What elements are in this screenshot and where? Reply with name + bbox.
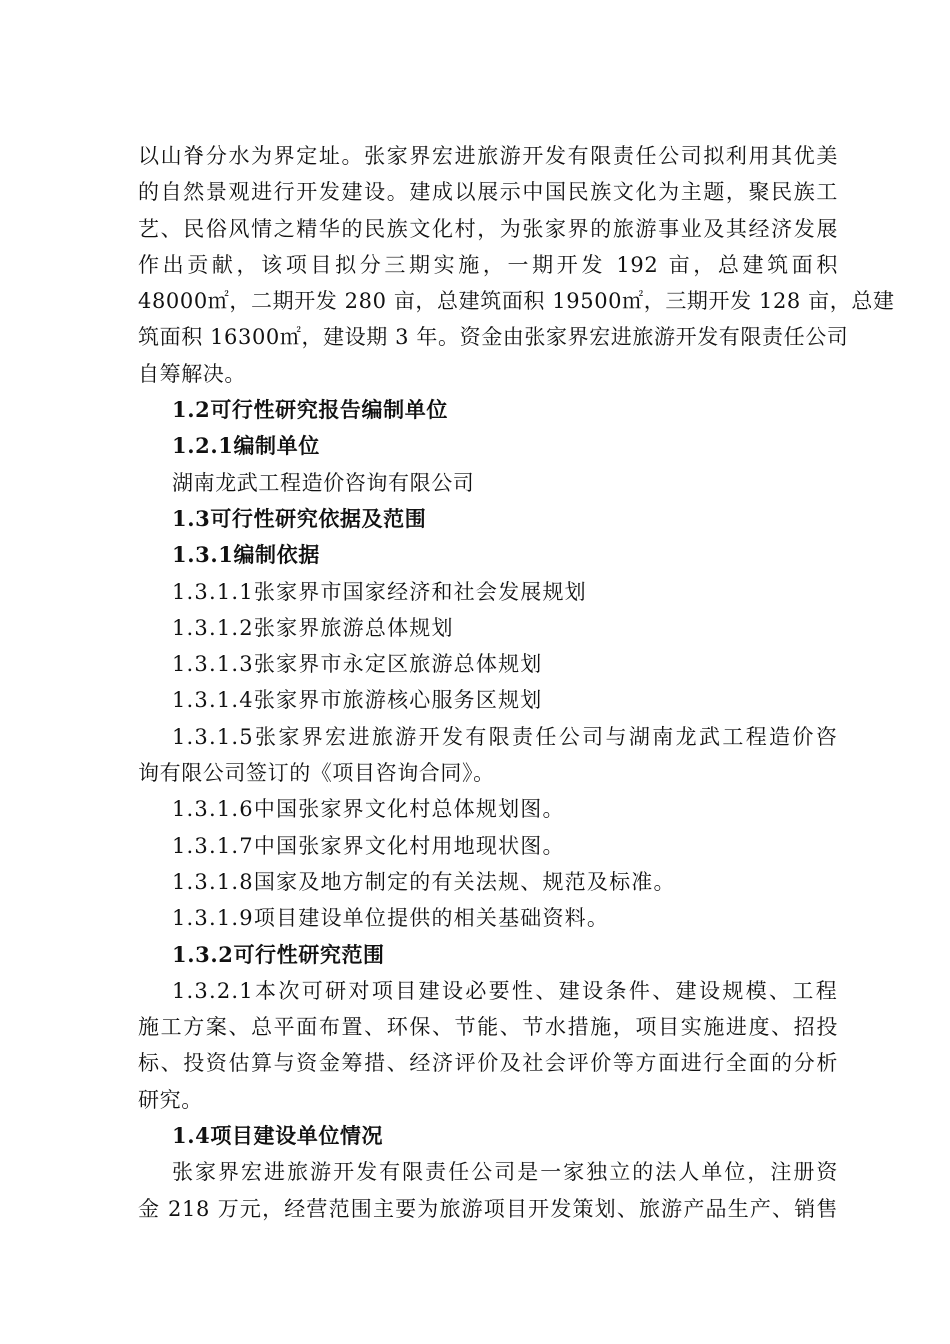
heading-1-3-2: 1.3.2可行性研究范围 [172, 941, 385, 967]
intro-line-7: 自筹解决。 [138, 361, 246, 386]
document-page [138, 138, 895, 1227]
heading-1-3: 1.3可行性研究依据及范围 [172, 505, 427, 531]
basis-item-2: 1.3.1.2张家界旅游总体规划 [172, 615, 454, 640]
basis-item-4: 1.3.1.4张家界市旅游核心服务区规划 [172, 688, 543, 713]
basis-item-6: 1.3.1.6中国张家界文化村总体规划图。 [172, 797, 565, 822]
intro-line-5: 48000㎡，二期开发 280 亩，总建筑面积 19500㎡，三期开发 128 亩，总建 [138, 289, 895, 314]
basis-item-5-line-2: 询有限公司签订的《项目咨询合同》。 [138, 761, 495, 786]
heading-1-4: 1.4项目建设单位情况 [172, 1123, 384, 1149]
basis-item-8: 1.3.1.8国家及地方制定的有关法规、规范及标准。 [172, 869, 676, 894]
scope-line-1: 1.3.2.1本次可研对项目建设必要性、建设条件、建设规模、工程 [172, 978, 838, 1003]
intro-line-3: 艺、民俗风情之精华的民族文化村，为张家界的旅游事业及其经济发展 [138, 216, 838, 241]
heading-1-3-1: 1.3.1编制依据 [172, 542, 320, 568]
basis-item-3: 1.3.1.3张家界市永定区旅游总体规划 [172, 652, 543, 677]
basis-item-9: 1.3.1.9项目建设单位提供的相关基础资料。 [172, 906, 610, 931]
company-line-1: 张家界宏进旅游开发有限责任公司是一家独立的法人单位，注册资 [172, 1160, 838, 1185]
intro-line-2: 的自然景观进行开发建设。建成以展示中国民族文化为主题，聚民族工 [138, 180, 838, 205]
company-line-2: 金 218 万元，经营范围主要为旅游项目开发策划、旅游产品生产、销售 [138, 1196, 838, 1221]
basis-item-5-line-1: 1.3.1.5张家界宏进旅游开发有限责任公司与湖南龙武工程造价咨 [172, 724, 838, 749]
basis-item-7: 1.3.1.7中国张家界文化村用地现状图。 [172, 833, 565, 858]
intro-line-4: 作出贡献，该项目拟分三期实施，一期开发 192 亩，总建筑面积 [138, 252, 838, 277]
scope-line-4: 研究。 [138, 1087, 203, 1112]
scope-line-2: 施工方案、总平面布置、环保、节能、节水措施，项目实施进度、招投 [138, 1015, 838, 1040]
unit-name: 湖南龙武工程造价咨询有限公司 [172, 470, 475, 495]
scope-line-3: 标、投资估算与资金筹措、经济评价及社会评价等方面进行全面的分析 [138, 1051, 838, 1076]
heading-1-2-1: 1.2.1编制单位 [172, 433, 320, 459]
intro-line-6: 筑面积 16300㎡，建设期 3 年。资金由张家界宏进旅游开发有限责任公司 [138, 325, 849, 350]
basis-item-1: 1.3.1.1张家界市国家经济和社会发展规划 [172, 579, 587, 604]
intro-line-1: 以山脊分水为界定址。张家界宏进旅游开发有限责任公司拟利用其优美 [138, 144, 838, 168]
heading-1-2: 1.2可行性研究报告编制单位 [172, 397, 448, 423]
